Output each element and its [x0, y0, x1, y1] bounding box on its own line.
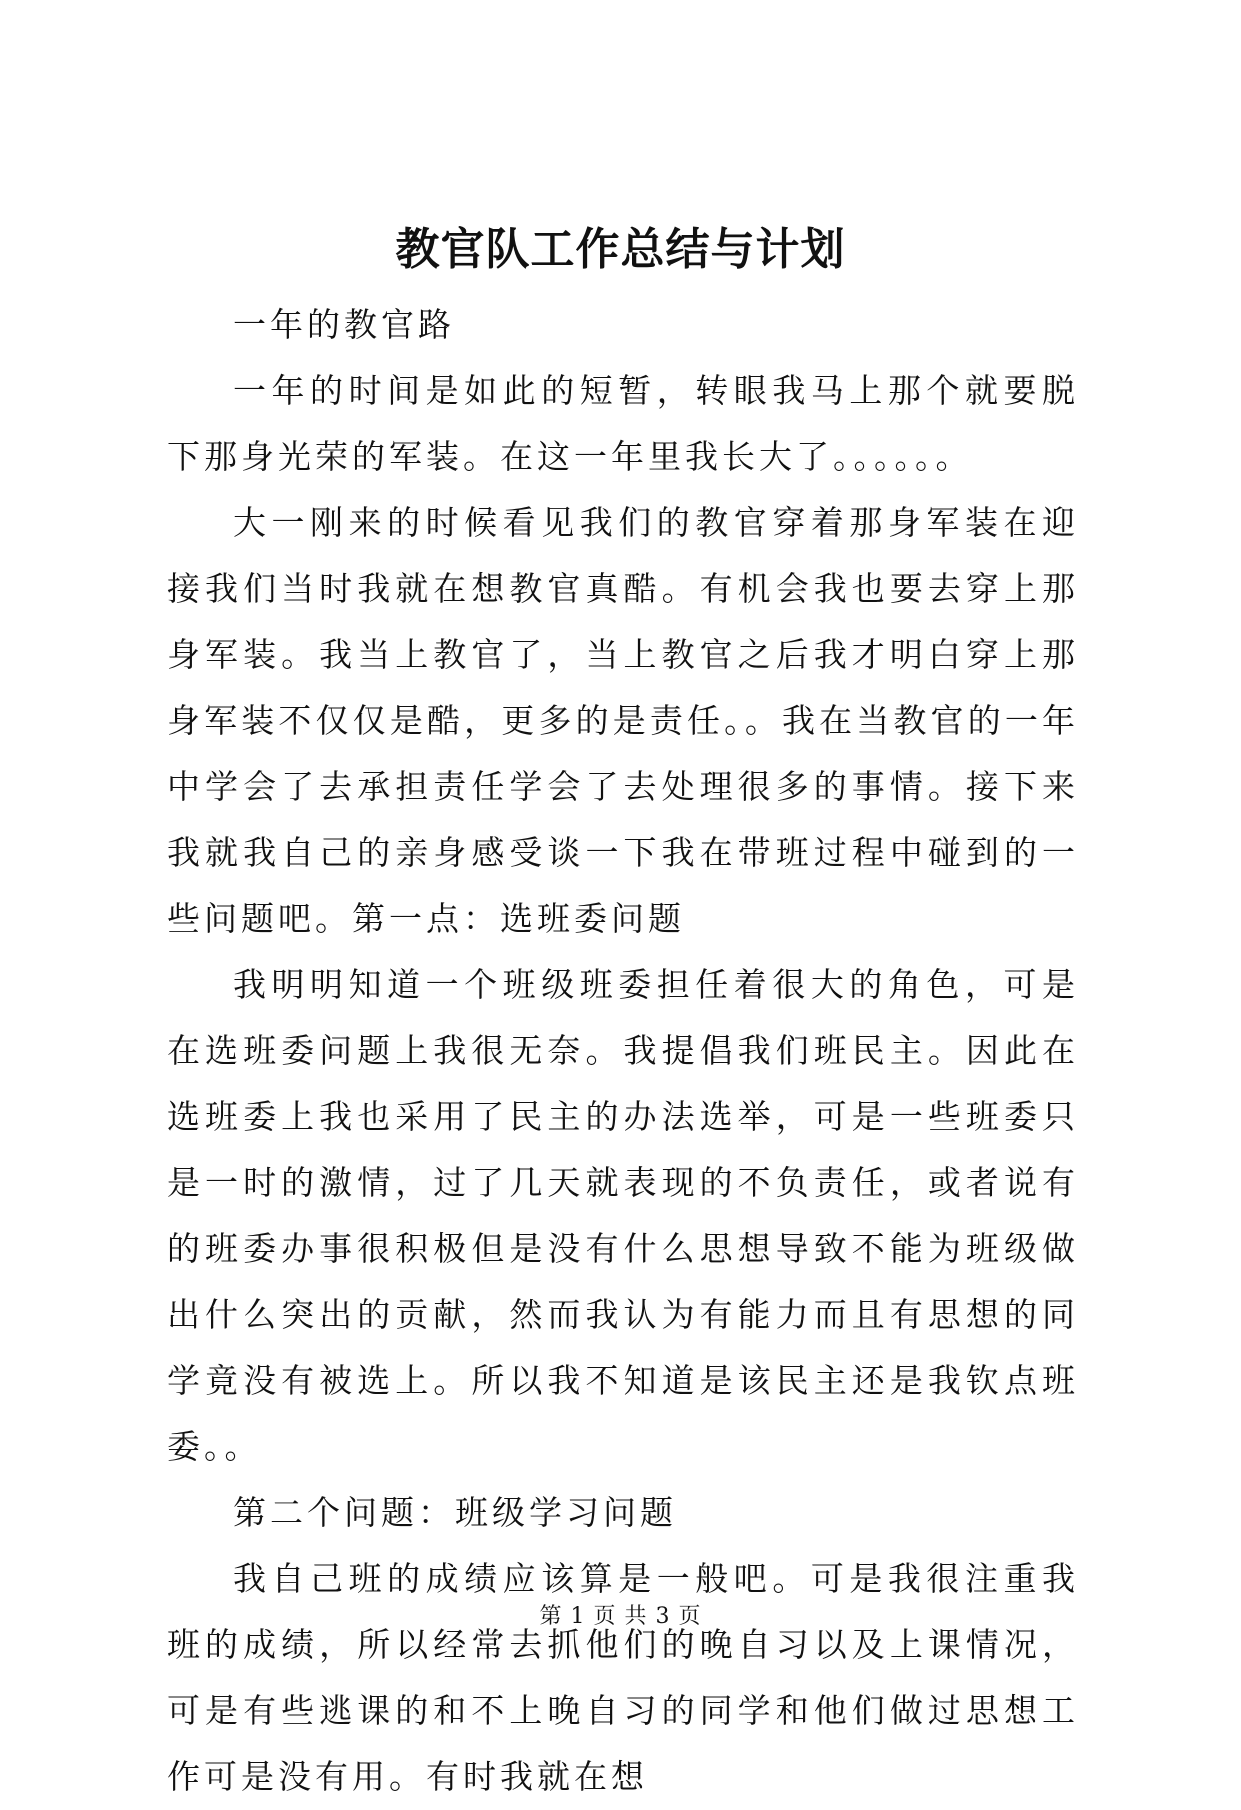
paragraph-heading: 一年的教官路: [233, 305, 455, 344]
paragraph: 我明明知道一个班级班委担任着很大的角色，可是在选班委问题上我很无奈。我提倡我们班民主。因此在选班委上我也采用了民主的办法选举，可是一些班委只是一时的激情，过了几天就表现的不负责任，或者说有的班委办事很积极但是没有什么思想导致不能为班级做出什么突出的贡献，然而我认为有能力而且有思想的同学竟没有被选上。所以我不知道是该民主还是我钦点班委。。: [167, 965, 1079, 1466]
paragraph: 大一刚来的时候看见我们的教官穿着那身军装在迎接我们当时我就在想教官真酷。有机会我也要去穿上那身军装。我当上教官了，当上教官之后我才明白穿上那身军装不仅仅是酷，更多的是责任。。我在当教官的一年中学会了去承担责任学会了去处理很多的事情。接下来我就我自己的亲身感受谈一下我在带班过程中碰到的一些问题吧。第一点：选班委问题: [167, 503, 1079, 938]
paragraph: 我自己班的成绩应该算是一般吧。可是我很注重我班的成绩，所以经常去抓他们的晚自习以及上课情况，可是有些逃课的和不上晚自习的同学和他们做过思想工作可是没有用。有时我就在想: [167, 1559, 1079, 1796]
document-title: 教官队工作总结与计划: [395, 224, 846, 275]
paragraph-heading: 第二个问题：班级学习问题: [233, 1493, 677, 1532]
paragraph: 一年的时间是如此的短暂，转眼我马上那个就要脱下那身光荣的军装。在这一年里我长大了。。。。。。: [167, 371, 1079, 476]
document-body: [167, 292, 1079, 1810]
page-footer: 第 1 页 共 3 页: [539, 1604, 702, 1629]
